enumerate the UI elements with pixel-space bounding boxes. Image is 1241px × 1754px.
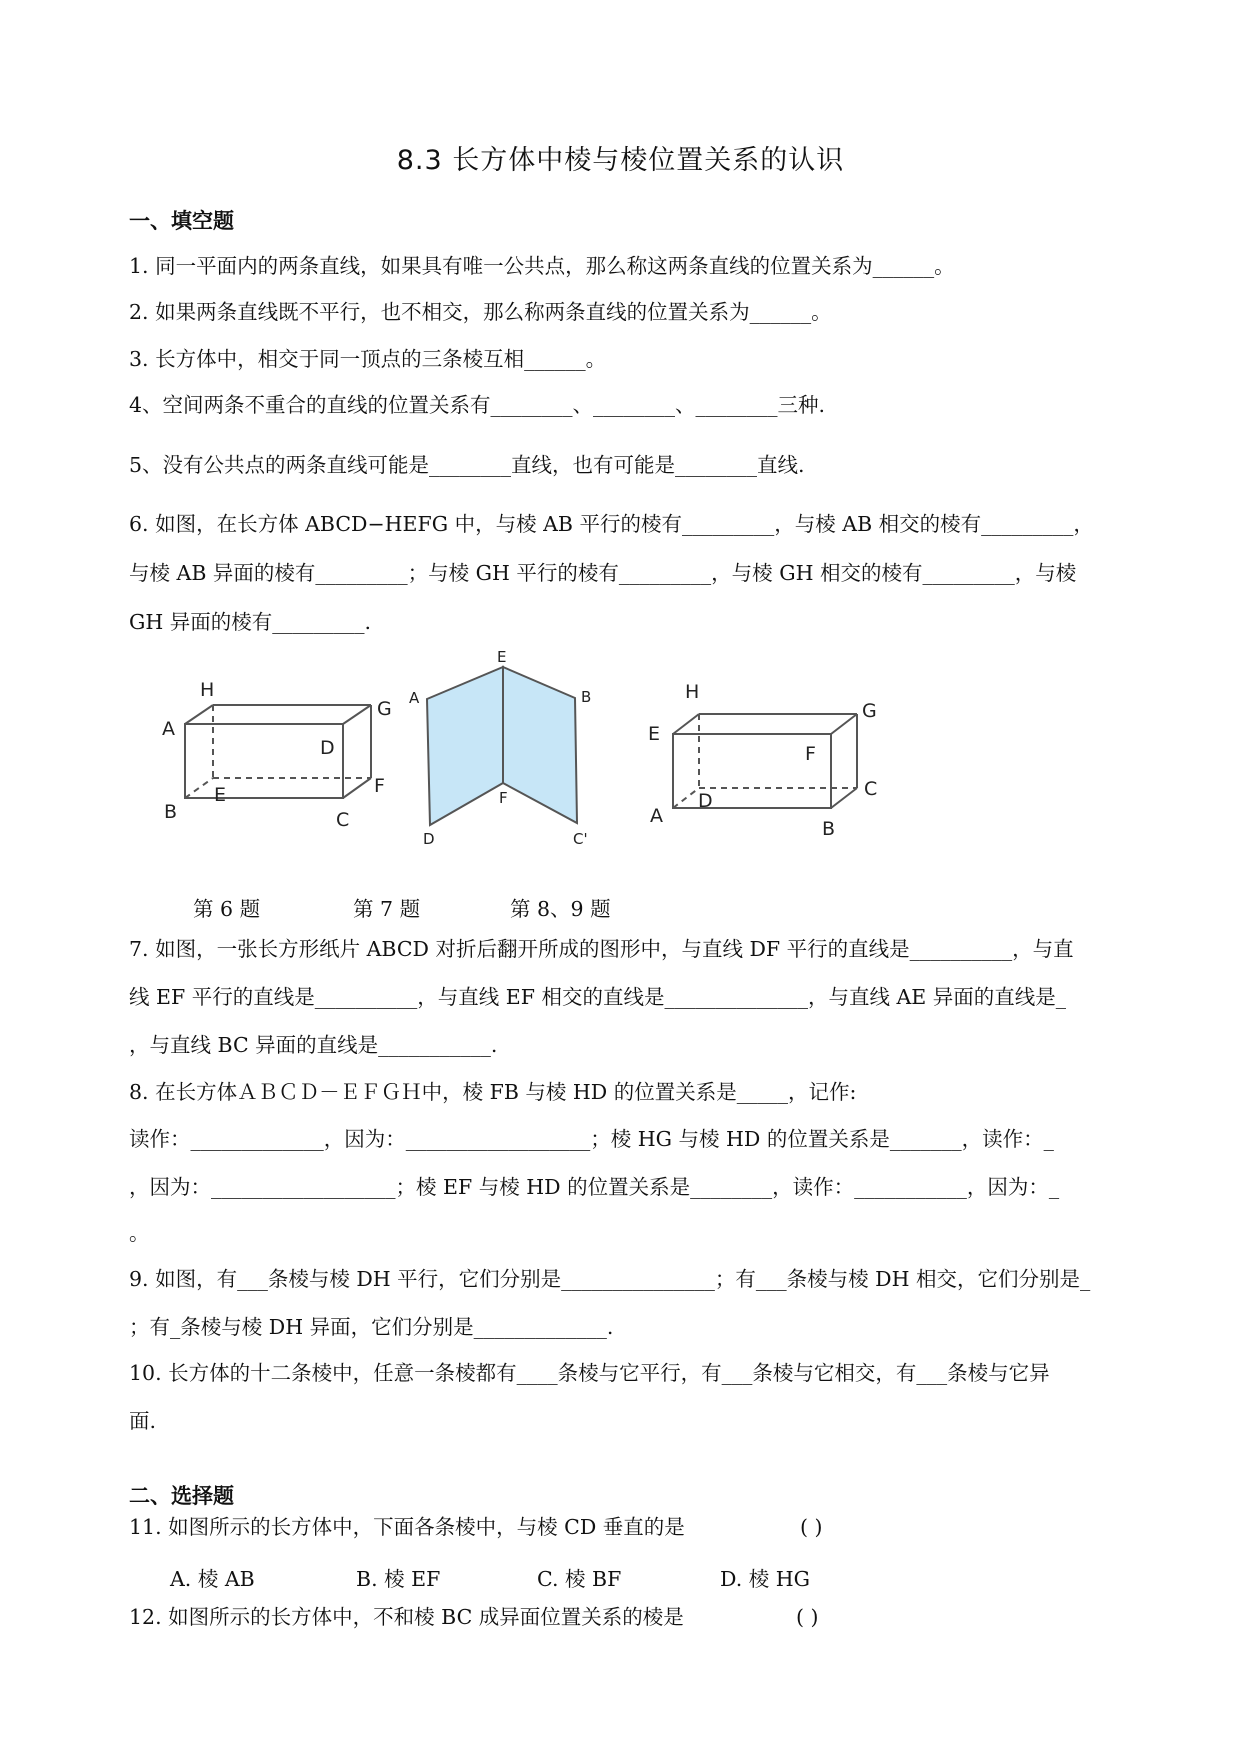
caption-figure-7: 第 7 题 xyxy=(353,897,421,921)
question-8-line-2: 读作：_____________，因为：__________________；棱 HG 与棱 HD 的位置关系是_______，读作：_ xyxy=(129,1127,1054,1151)
question-7-line-2: 线 EF 平行的直线是__________，与直线 EF 相交的直线是______________，与直线 AE 异面的直线是_ xyxy=(129,985,1066,1009)
fig6-label-f: F xyxy=(374,775,385,797)
question-11-option-c: C. 棱 BF xyxy=(537,1567,622,1591)
question-6-line-3: GH 异面的棱有_________. xyxy=(129,610,372,634)
question-12-answer-paren: ( ) xyxy=(796,1605,819,1629)
question-8-line-3: ，因为：__________________；棱 EF 与棱 HD 的位置关系是________，读作：___________，因为：_ xyxy=(129,1175,1060,1199)
fig7-label-f: F xyxy=(499,789,508,807)
fig8-label-f: F xyxy=(805,743,816,765)
fig6-label-c: C xyxy=(336,809,350,831)
question-11-option-a: A. 棱 AB xyxy=(170,1567,255,1591)
fig8-label-b: B xyxy=(822,818,836,840)
figure-6-cuboid xyxy=(150,660,410,850)
question-11: 11. 如图所示的长方体中，下面各条棱中，与棱 CD 垂直的是 xyxy=(129,1515,685,1539)
page-title: 8.3 长方体中棱与棱位置关系的认识 xyxy=(396,145,845,176)
fig6-label-b: B xyxy=(164,801,178,823)
question-1: 1. 同一平面内的两条直线，如果具有唯一公共点，那么称这两条直线的位置关系为______。 xyxy=(129,254,955,278)
question-9-line-1: 9. 如图，有___条棱与棱 DH 平行，它们分别是_______________；有___条棱与棱 DH 相交，它们分别是_ xyxy=(129,1267,1091,1291)
question-3: 3. 长方体中，相交于同一顶点的三条棱互相______。 xyxy=(129,347,607,371)
fig7-label-d: D xyxy=(423,830,435,848)
fig7-label-b: B xyxy=(581,688,592,706)
section-heading-multiple-choice: 二、选择题 xyxy=(129,1484,234,1508)
question-5: 5、没有公共点的两条直线可能是________直线，也有可能是________直线. xyxy=(129,453,805,477)
figure-8-9-cuboid xyxy=(640,660,900,850)
fig6-label-d: D xyxy=(320,737,335,759)
question-6-line-1: 6. 如图，在长方体 ABCD−HEFG 中，与棱 AB 平行的棱有_________，与棱 AB 相交的棱有_________， xyxy=(129,512,1094,536)
question-10-line-2: 面. xyxy=(129,1409,157,1433)
question-8-line-1: 8. 在长方体ＡＢＣＤ－ＥＦＧＨ中，棱 FB 与棱 HD 的位置关系是_____，记作: xyxy=(129,1080,857,1104)
question-7-line-1: 7. 如图，一张长方形纸片 ABCD 对折后翻开所成的图形中，与直线 DF 平行的直线是__________，与直 xyxy=(129,937,1074,961)
question-11-answer-paren: ( ) xyxy=(800,1515,823,1539)
question-8-line-4: 。 xyxy=(129,1221,150,1245)
fig8-label-h: H xyxy=(685,681,700,703)
fig7-label-a: A xyxy=(409,689,420,707)
section-heading-fill-blank: 一、填空题 xyxy=(129,209,234,233)
question-7-line-3: ，与直线 BC 异面的直线是___________. xyxy=(129,1033,498,1057)
fig6-label-h: H xyxy=(200,679,215,701)
question-4: 4、空间两条不重合的直线的位置关系有________、________、________三种. xyxy=(129,393,826,417)
question-6-line-2: 与棱 AB 异面的棱有_________；与棱 GH 平行的棱有_________，与棱 GH 相交的棱有_________，与棱 xyxy=(129,561,1077,585)
question-11-option-d: D. 棱 HG xyxy=(720,1567,811,1591)
fig8-label-a: A xyxy=(650,805,663,827)
question-11-option-b: B. 棱 EF xyxy=(356,1567,441,1591)
fig7-label-e: E xyxy=(497,648,507,666)
fig8-label-e: E xyxy=(648,723,661,745)
question-9-line-2: ；有_条棱与棱 DH 异面，它们分别是_____________. xyxy=(129,1315,614,1339)
fig7-label-c: C' xyxy=(573,830,588,848)
fig8-label-g: G xyxy=(862,700,877,722)
fig6-label-g: G xyxy=(377,698,392,720)
figure-7-folded-paper xyxy=(405,645,605,855)
caption-figure-6: 第 6 题 xyxy=(193,897,261,921)
question-2: 2. 如果两条直线既不平行，也不相交，那么称两条直线的位置关系为______。 xyxy=(129,300,832,324)
caption-figure-8-9: 第 8、9 题 xyxy=(510,897,611,921)
fig8-label-c: C xyxy=(864,778,878,800)
fig6-label-e: E xyxy=(214,784,227,806)
fig6-label-a: A xyxy=(162,718,175,740)
question-10-line-1: 10. 长方体的十二条棱中，任意一条棱都有____条棱与它平行，有___条棱与它相交，有___条棱与它异 xyxy=(129,1361,1050,1385)
fig8-label-d: D xyxy=(698,790,713,812)
question-12: 12. 如图所示的长方体中，不和棱 BC 成异面位置关系的棱是 xyxy=(129,1605,684,1629)
